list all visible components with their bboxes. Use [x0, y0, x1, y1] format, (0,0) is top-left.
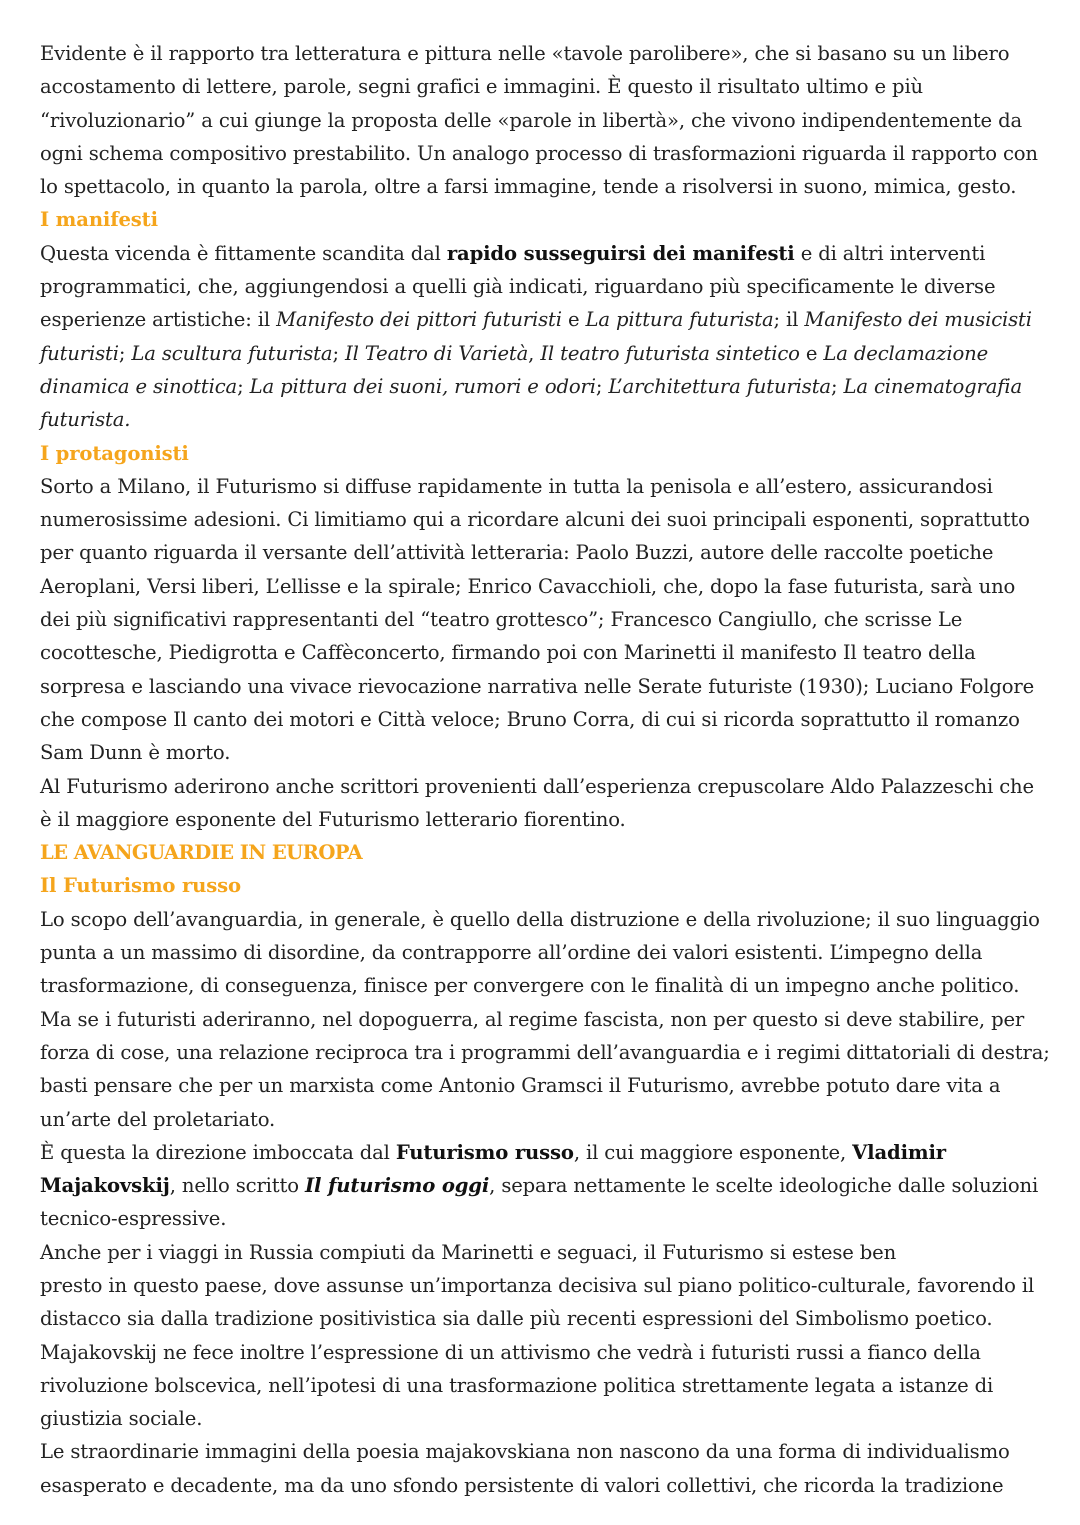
text-run: ,	[528, 341, 541, 365]
text-run: ;	[830, 374, 844, 398]
bold-run: Vladimir Majakovskij	[40, 1140, 946, 1198]
paragraph-viaggi-russia	[40, 1236, 1050, 1436]
text-run: e di altri interventi programmatici, che, aggiungendosi a quelli già indicati, riguardano più specificamente le diverse esperienze artistiche: il	[40, 241, 996, 332]
text-run: Questa vicenda è fittamente scandita dal	[40, 241, 447, 265]
italic-title: La cinematografia futurista.	[40, 374, 1023, 432]
italic-title: Il Teatro di Varietà	[344, 341, 529, 365]
bold-italic-title	[305, 1174, 489, 1197]
bold-run: rapido susseguirsi dei manifesti	[446, 241, 795, 265]
text-run: presto in questo paese, dove assunse un’importanza decisiva sul piano politico-culturale, favorendo il distacco sia dalla tradizione positivistica sia dalle più recenti espressioni del Simbolismo poetico. Majakovskij ne fece inoltre l’espressione di un attivismo che vedrà i futuristi russi a fianco della rivoluzione bolscevica, nell’ipotesi di una trasformazione politica strettamente legata a istanze di giustizia sociale.	[40, 1273, 1035, 1431]
bold-run: Futurismo russo	[395, 1140, 574, 1164]
text-run: , nello scritto	[169, 1174, 305, 1198]
italic-title: Il futurismo oggi	[304, 1174, 490, 1198]
italic-title: Manifesto dei musicisti futuristi	[40, 308, 1032, 365]
text-run: È questa la direzione imboccata dal	[40, 1140, 396, 1164]
text-run: ;	[595, 374, 609, 398]
text-run: ; il	[773, 308, 805, 332]
text-run: e	[561, 308, 586, 332]
text-run: ;	[332, 341, 345, 365]
italic-title: L’architettura futurista	[608, 374, 831, 398]
text-run: ;	[237, 374, 250, 398]
paragraph-protagonisti: Sorto a Milano, il Futurismo si diffuse rapidamente in tutta la penisola e all’estero, assicurandosi numerosissime adesioni. Ci limitiamo qui a ricordare alcuni dei suoi principali esponenti, soprattutto per quanto riguarda il versante dell’attività letteraria: Paolo Buzzi, autore delle raccolte poetiche Aeroplani, Versi liberi, L’ellisse e la spirale; Enrico Cavacchioli, che, dopo la fase futurista, sarà uno dei più significativi rappresentanti del “teatro grottesco”; Francesco Cangiullo, che scrisse Le cocottesche, Piedigrotta e Caffèconcerto, firmando poi con Marinetti il manifesto Il teatro della sorpresa e lasciando una vivace rievocazione narrativa nelle Serate futuriste (1930); Luciano Folgore che compose Il canto dei motori e Città veloce; Bruno Corra, di cui si ricorda soprattutto il romanzo Sam Dunn è morto.	[40, 474, 1035, 765]
paragraph-palazzeschi: Al Futurismo aderirono anche scrittori provenienti dall’esperienza crepuscolare Aldo Palazzeschi che è il maggiore esponente del Futurismo letterario fiorentino.	[40, 774, 1034, 831]
heading-avanguardie-europa: LE AVANGUARDIE IN EUROPA	[40, 841, 363, 865]
heading-protagonisti: I protagonisti	[40, 441, 189, 465]
text-run: ;	[118, 341, 132, 365]
paragraph-majakovskij	[40, 1136, 1050, 1236]
paragraph-manifesti	[40, 237, 1050, 437]
italic-title: Il teatro futurista sintetico	[540, 341, 800, 365]
paragraph-tavole-parolibere: Evidente è il rapporto tra letteratura e pittura nelle «tavole parolibere», che si basano su un libero accostamento di lettere, parole, segni grafici e immagini. È questo il risultato ultimo e più “rivoluzionario” a cui giunge la proposta delle «parole in libertà», che vivono indipendentemente da ogni schema compositivo prestabilito. Un analogo processo di trasformazioni riguarda il rapporto con lo spettacolo, in quanto la parola, oltre a farsi immagine, tende a risolversi in suono, mimica, gesto.	[40, 42, 1038, 199]
text-run: , il cui maggiore esponente,	[573, 1140, 853, 1164]
heading-futurismo-russo: Il Futurismo russo	[40, 874, 241, 898]
paragraph-immagini-poesia: Le straordinarie immagini della poesia majakovskiana non nascono da una forma di individualismo esasperato e decadente, ma da uno sfondo persistente di valori collettivi, che ricorda la tradizione	[40, 1440, 1010, 1497]
italic-title: La pittura futurista	[585, 308, 774, 332]
italic-title: Manifesto dei pittori futuristi	[276, 308, 562, 332]
heading-manifesti: I manifesti	[40, 208, 158, 232]
paragraph-scopo-avanguardia: Lo scopo dell’avanguardia, in generale, è quello della distruzione e della rivoluzione; il suo linguaggio punta a un massimo di disordine, da contrapporre all’ordine dei valori esistenti. L’impegno della trasformazione, di conseguenza, finisce per convergere con le finalità di un impegno anche politico. Ma se i futuristi aderiranno, nel dopoguerra, al regime fascista, non per questo si deve stabilire, per forza di cose, una relazione reciproca tra i programmi dell’avanguardia e i regimi dittatoriali di destra; basti pensare che per un marxista come Antonio Gramsci il Futurismo, avrebbe potuto dare vita a un’arte del proletariato.	[40, 907, 1050, 1131]
text-run: e	[799, 341, 824, 365]
document-page	[40, 37, 1050, 1502]
text-run: , separa nettamente le scelte ideologiche dalle soluzioni tecnico-espressive.	[40, 1174, 1039, 1231]
text-line: Anche per i viaggi in Russia compiuti da Marinetti e seguaci, il Futurismo si estese ben	[40, 1240, 897, 1264]
italic-title: La declamazione dinamica e sinottica	[40, 341, 989, 398]
italic-title: La pittura dei suoni, rumori e odori	[249, 374, 596, 398]
italic-title: La scultura futurista	[131, 341, 333, 365]
